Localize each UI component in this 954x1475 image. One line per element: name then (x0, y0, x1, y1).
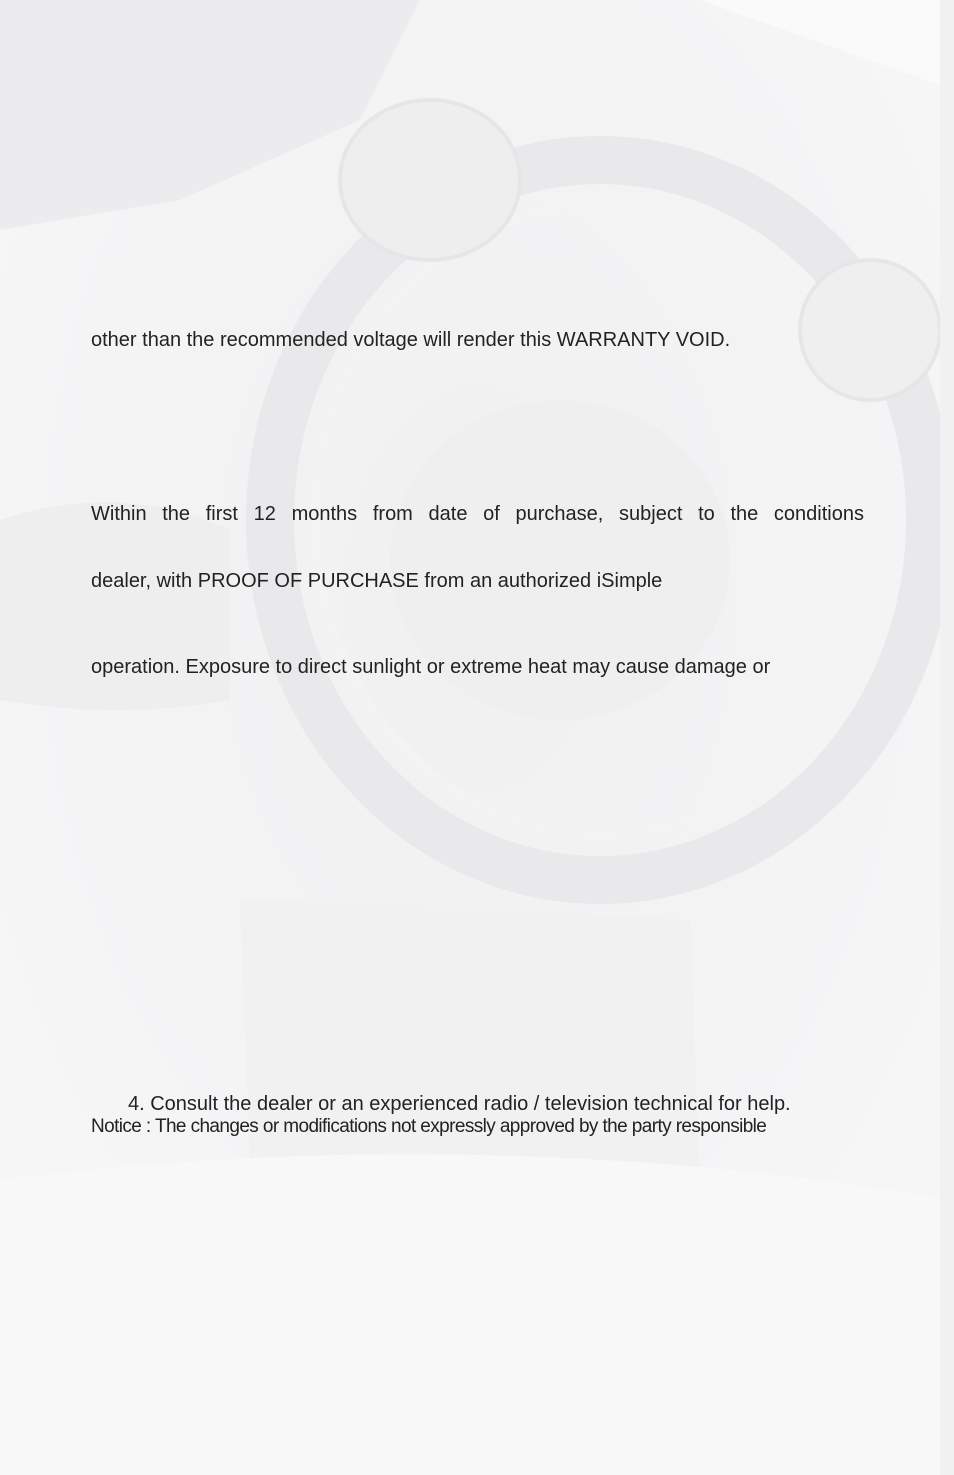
warranty-voltage-line: other than the recommended voltage will render this WARRANTY VOID. (91, 329, 731, 351)
warranty-period-line: Within the first 12 months from date of purchase, subject to the conditions (91, 503, 864, 525)
notice-line: Notice : The changes or modifications not expressly approved by the party responsible (91, 1116, 767, 1137)
sunlight-exposure-line: operation. Exposure to direct sunlight or extreme heat may cause damage or (91, 656, 771, 678)
proof-of-purchase-line: dealer, with PROOF OF PURCHASE from an authorized iSimple (91, 570, 663, 592)
consult-dealer-line: 4. Consult the dealer or an experienced radio / television technical for help. (128, 1093, 791, 1115)
